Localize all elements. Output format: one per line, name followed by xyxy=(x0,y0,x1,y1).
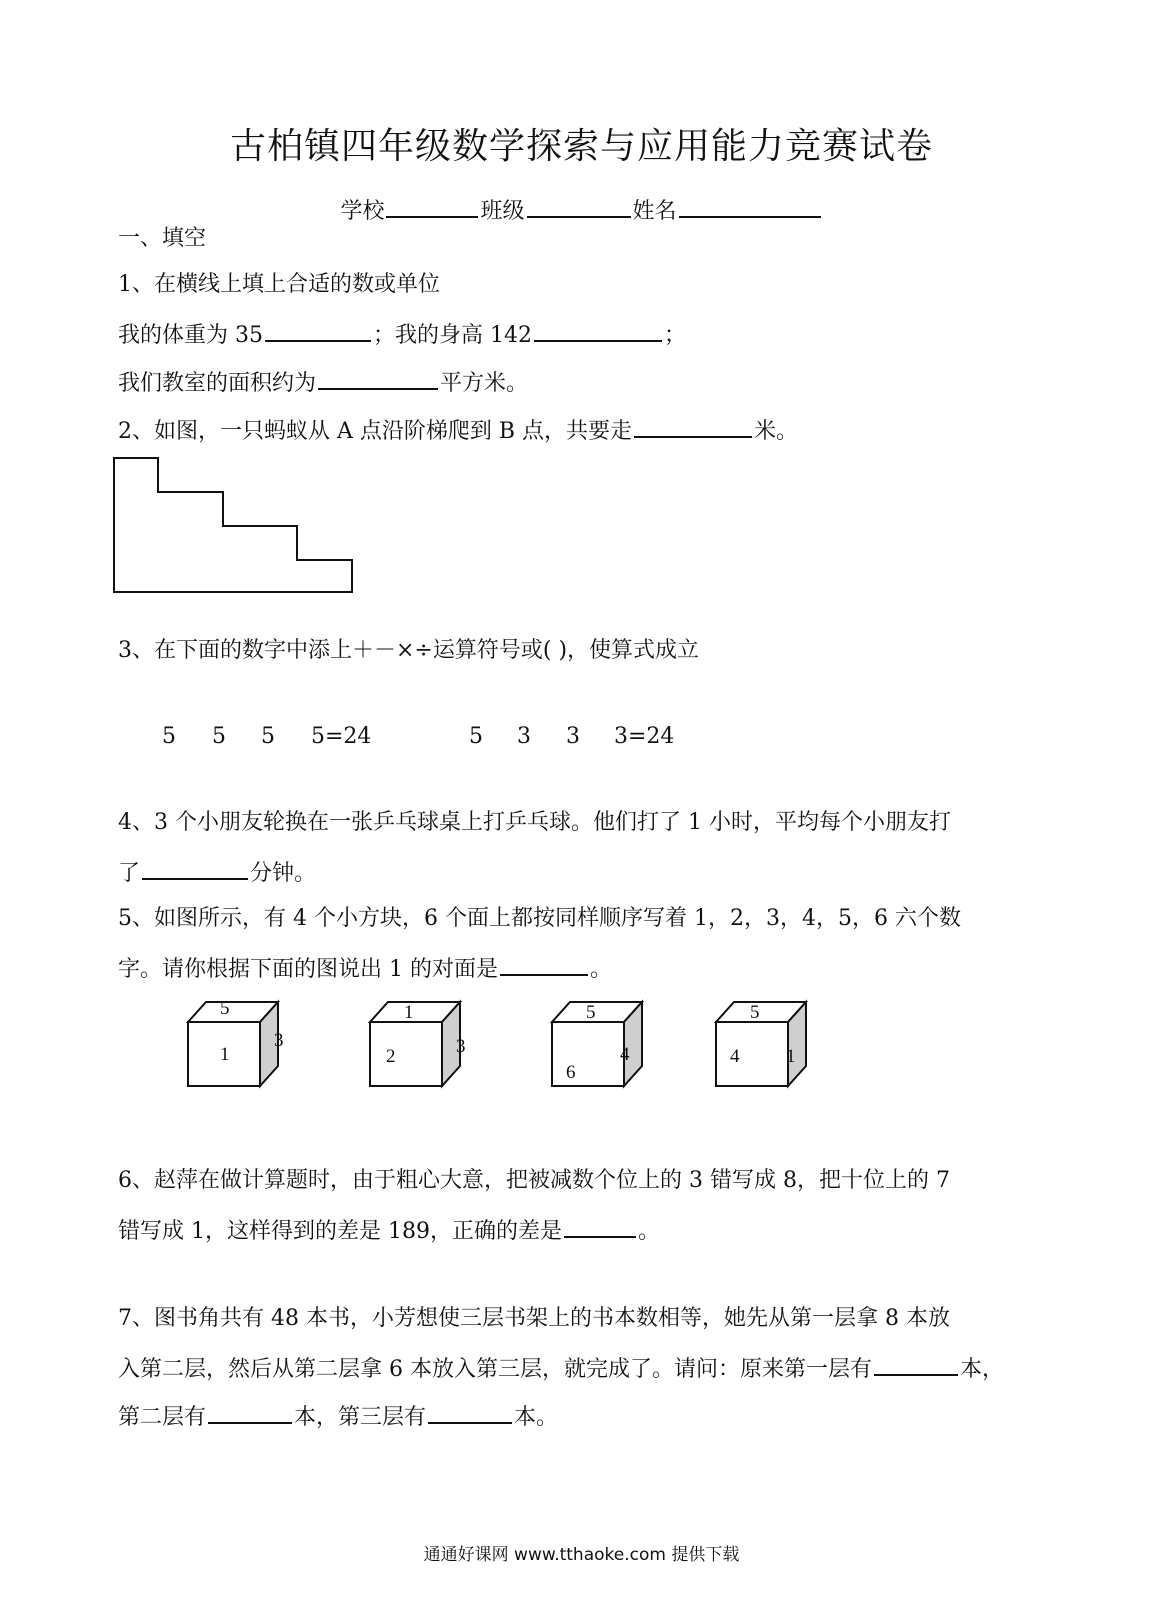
q4-blank[interactable] xyxy=(142,856,248,880)
q4-line1: 4、3 个小朋友轮换在一张乒乓球桌上打乒乓球。他们打了 1 小时，平均每个小朋友打 xyxy=(118,810,951,835)
q2-blank[interactable] xyxy=(634,414,752,438)
q6-line2 xyxy=(118,1214,660,1247)
q2-prompt xyxy=(118,414,798,447)
footer-source: 通通好课网 www.tthaoke.com 提供下载 xyxy=(423,1545,740,1565)
q7-second-shelf-blank[interactable] xyxy=(208,1400,292,1424)
q1-height-blank[interactable] xyxy=(534,318,662,342)
q2-text: 2、如图，一只蚂蚁从 A 点沿阶梯爬到 B 点，共要走 xyxy=(118,419,633,444)
q5-line2 xyxy=(118,952,612,985)
name-blank[interactable] xyxy=(679,194,821,218)
q7-second-label: 第二层有 xyxy=(118,1405,207,1430)
page-title: 古柏镇四年级数学探索与应用能力竞赛试卷 xyxy=(229,126,933,167)
cube-2-front-label: 2 xyxy=(386,1046,396,1067)
q6-end: 。 xyxy=(637,1219,660,1244)
cube-2-front-face xyxy=(370,1022,442,1086)
cube-4-front-face xyxy=(716,1022,788,1086)
q1-weight-text: 我的体重为 35 xyxy=(118,323,263,348)
student-info-header xyxy=(0,194,1163,225)
class-blank[interactable] xyxy=(527,194,631,218)
cube-3 xyxy=(552,1002,642,1086)
cube-1-top-label: 5 xyxy=(220,998,230,1019)
q1-weight-blank[interactable] xyxy=(265,318,371,342)
q4-line2 xyxy=(118,856,316,889)
q3-eq2-result: 3=24 xyxy=(614,724,675,749)
cube-3-front-label: 6 xyxy=(566,1062,576,1083)
cube-4-front-label: 4 xyxy=(730,1046,740,1067)
q6-text: 错写成 1，这样得到的差是 189，正确的差是 xyxy=(118,1219,562,1244)
q5-blank[interactable] xyxy=(500,952,588,976)
q3-eq1-n3: 5 xyxy=(261,724,275,749)
school-blank[interactable] xyxy=(386,194,478,218)
q1-line3 xyxy=(118,366,528,399)
cube-4 xyxy=(716,1002,806,1086)
q1-line2 xyxy=(118,318,686,351)
staircase-outline xyxy=(114,458,352,592)
cubes-figure xyxy=(180,996,820,1090)
cube-3-top-label: 5 xyxy=(586,1002,596,1023)
q5-text: 字。请你根据下面的图说出 1 的对面是 xyxy=(118,957,498,982)
q1-area-blank[interactable] xyxy=(318,366,438,390)
q3-eq1-result: 5=24 xyxy=(311,724,372,749)
cube-4-top-label: 5 xyxy=(750,1002,760,1023)
cube-2 xyxy=(370,1002,466,1086)
q3-eq2-n2: 3 xyxy=(517,724,531,749)
q7-unit-1: 本， xyxy=(960,1357,1005,1382)
class-label: 班级 xyxy=(480,199,525,224)
q7-third-label: 本，第三层有 xyxy=(294,1405,427,1430)
q7-third-shelf-blank[interactable] xyxy=(428,1400,512,1424)
school-label: 学校 xyxy=(340,199,385,224)
cube-3-side-label: 4 xyxy=(620,1044,630,1065)
q1-area-unit: 平方米。 xyxy=(440,371,529,396)
q4-text: 了 xyxy=(118,861,141,886)
cube-1 xyxy=(188,998,284,1086)
cube-3-front-face xyxy=(552,1022,624,1086)
q6-line1: 6、赵萍在做计算题时，由于粗心大意，把被减数个位上的 3 错写成 8，把十位上的 7 xyxy=(118,1168,950,1193)
q1-semicolon: ； xyxy=(664,323,687,348)
q5-line1: 5、如图所示，有 4 个小方块，6 个面上都按同样顺序写着 1，2，3，4，5，6 六个数 xyxy=(118,906,961,931)
q3-eq2-n1: 5 xyxy=(469,724,483,749)
q7-line1: 7、图书角共有 48 本书，小芳想使三层书架上的书本数相等，她先从第一层拿 8 本放 xyxy=(118,1306,950,1331)
cube-4-side-label: 1 xyxy=(786,1046,796,1067)
staircase-figure xyxy=(112,456,356,596)
cube-1-side-label: 3 xyxy=(274,1030,284,1051)
cube-2-top-label: 1 xyxy=(404,1002,414,1023)
q3-eq2-n3: 3 xyxy=(566,724,580,749)
q7-line3 xyxy=(118,1400,558,1433)
q6-blank[interactable] xyxy=(564,1214,636,1238)
q3-eq1-n2: 5 xyxy=(212,724,226,749)
q7-unit-3: 本。 xyxy=(514,1405,559,1430)
q7-line2 xyxy=(118,1352,1004,1385)
section-fill-in-title: 一、填空 xyxy=(118,226,207,251)
q1-height-text: ；我的身高 142 xyxy=(373,323,532,348)
q7-first-shelf-blank[interactable] xyxy=(874,1352,958,1376)
cube-1-front-label: 1 xyxy=(220,1044,230,1065)
q5-end: 。 xyxy=(590,957,613,982)
name-label: 姓名 xyxy=(632,199,677,224)
q7-text-2: 入第二层，然后从第二层拿 6 本放入第三层，就完成了。请问：原来第一层有 xyxy=(118,1357,872,1382)
q1-area-text: 我们教室的面积约为 xyxy=(118,371,317,396)
q4-unit: 分钟。 xyxy=(250,861,317,886)
cube-2-side-label: 3 xyxy=(456,1036,466,1057)
q1-prompt: 1、在横线上填上合适的数或单位 xyxy=(118,272,440,297)
q3-eq1-n1: 5 xyxy=(162,724,176,749)
q3-prompt: 3、在下面的数字中添上＋－×÷运算符号或( )，使算式成立 xyxy=(118,638,700,663)
q2-unit: 米。 xyxy=(754,419,799,444)
